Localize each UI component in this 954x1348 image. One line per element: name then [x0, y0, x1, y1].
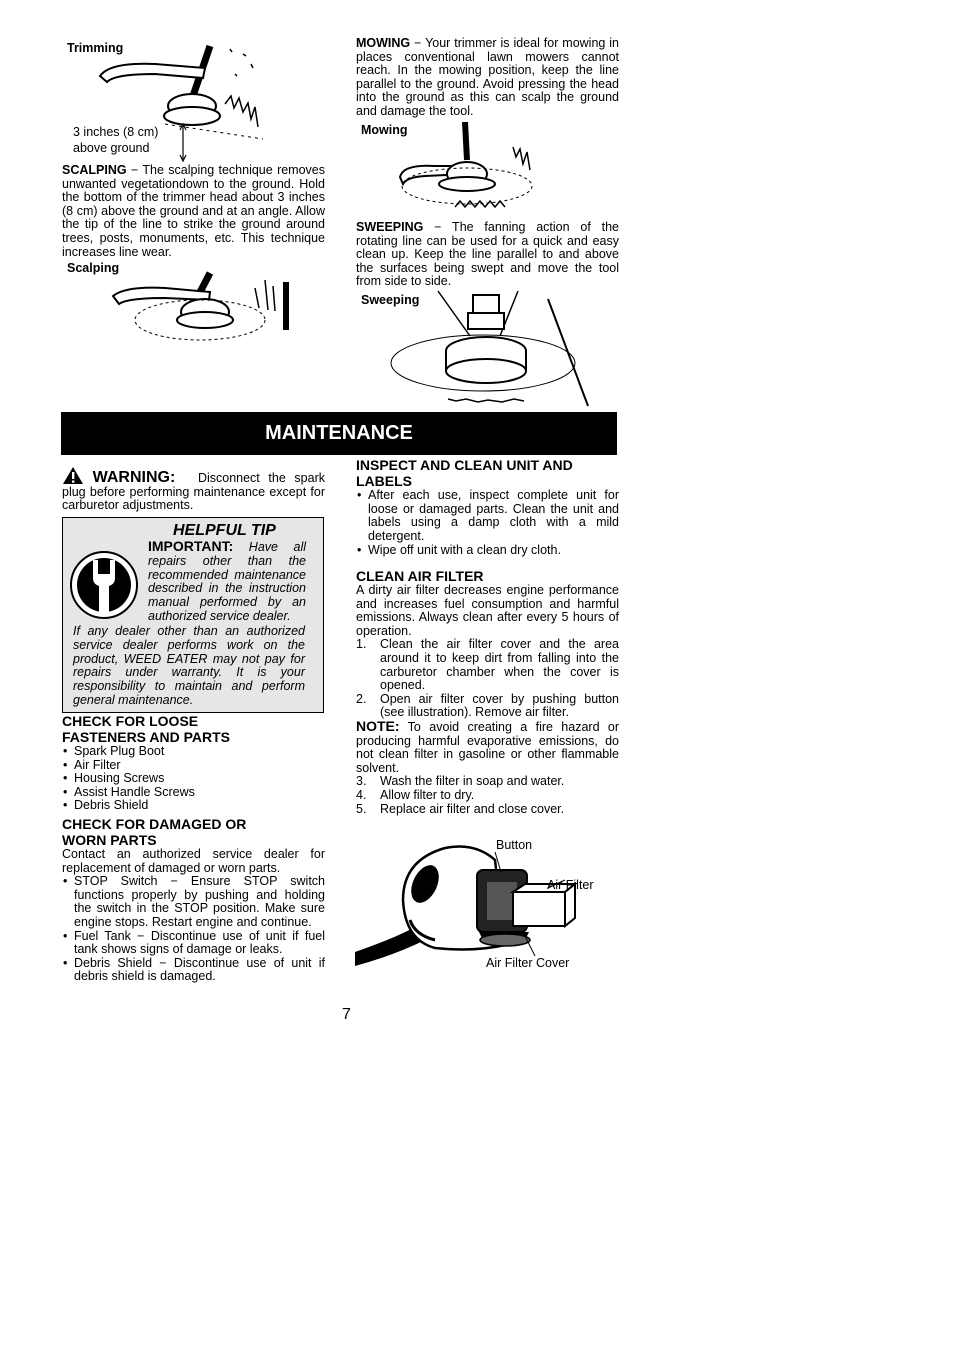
scalping-illustration: [105, 268, 295, 348]
check-loose-list: [62, 745, 325, 813]
inspect-clean-list: [356, 489, 619, 558]
mowing-text: − Your trimmer is ideal for mowing in places conventional lawn mowers cannot reach. In the mowing position, keep the line parallel to the ground. Avoid pressing the head into the ground as this can scalp the ground and damage the tool.: [356, 36, 619, 118]
check-damaged-heading-line1: CHECK FOR DAMAGED OR: [62, 816, 247, 832]
list-item: • After each use, inspect complete unit for loose or damaged parts. Clean the unit and labels using a damp cloth with a mild detergent.: [356, 489, 619, 543]
list-item: 4. Allow filter to dry.: [356, 787, 475, 802]
clean-air-filter-section: [356, 568, 619, 816]
page-number: 7: [342, 1006, 351, 1023]
mowing-title: MOWING: [356, 36, 411, 50]
scalping-figure-label: Scalping: [67, 261, 120, 275]
sweeping-text: − The fanning action of the rotating line can be used for a quick and easy clean up. Keep the line parallel to and above the surfaces being swept and move the tool from side to side.: [356, 220, 619, 289]
warning-label: WARNING:: [92, 469, 176, 486]
check-loose-section: [62, 713, 325, 813]
list-item: 3. Wash the filter in soap and water.: [356, 774, 565, 789]
check-damaged-heading: [62, 816, 325, 848]
button-callout: Button: [496, 838, 533, 852]
list-item: • Debris Shield: [62, 799, 325, 813]
check-loose-heading-line1: CHECK FOR LOOSE: [62, 713, 199, 729]
clean-air-filter-intro: A dirty air filter decreases engine performance and increases fuel consumption and harmful emissions. Always clean after every 5 hours of operation.: [356, 583, 619, 638]
trimming-height-line2: above ground: [73, 141, 150, 155]
maintenance-section-title: MAINTENANCE: [61, 412, 617, 455]
check-damaged-intro: Contact an authorized service dealer for replacement of damaged or worn parts.: [62, 847, 325, 875]
mowing-illustration: [395, 122, 540, 222]
helpful-tip-box: [62, 517, 324, 713]
scalping-text: − The scalping technique removes unwanted vegetationdown to the ground. Hold the bottom of the trimmer head about 3 inches (8 cm) above the ground and at an angle. Allow the tip of the line to strike the ground around trees, posts, monuments, etc. This technique increases line wear.: [62, 163, 325, 259]
helpful-tip-important-text: Have all repairs other than the recommended maintenance described in the instruction manual performed by an authorized service dealer.: [148, 540, 306, 623]
check-damaged-heading-line2: WORN PARTS: [62, 832, 157, 848]
list-item: 5. Replace air filter and close cover.: [356, 801, 565, 816]
helpful-tip-title: HELPFUL TIP: [173, 522, 276, 539]
sweeping-illustration: [388, 291, 593, 406]
list-item: • Housing Screws: [62, 772, 325, 786]
sweeping-paragraph: [356, 221, 619, 289]
clean-air-filter-steps-b: [356, 775, 619, 816]
trimming-height-line1: 3 inches (8 cm): [73, 125, 159, 139]
note-text: To avoid creating a fire hazard or producing harmful evaporative emissions, do not clean filter in gasoline or other flammable solvent.: [356, 719, 619, 775]
trimming-height-note: [73, 124, 158, 156]
note-label: NOTE:: [356, 717, 400, 734]
list-item: 2. Open air filter cover by pushing button (see illustration). Remove air filter.: [356, 691, 619, 720]
list-item: • Air Filter: [62, 759, 325, 773]
sweeping-title: SWEEPING: [356, 220, 424, 234]
air-filter-cover-callout: Air Filter Cover: [486, 956, 570, 970]
warning-text: Disconnect the spark plug before performing maintenance except for carburetor adjustments.: [62, 471, 325, 513]
scalping-paragraph: [62, 164, 325, 259]
inspect-clean-heading-line2: LABELS: [356, 473, 412, 489]
list-item: • Wipe off unit with a clean dry cloth.: [356, 544, 619, 558]
inspect-clean-heading: [356, 457, 619, 489]
check-loose-heading-line2: FASTENERS AND PARTS: [62, 729, 231, 745]
check-damaged-section: [62, 816, 325, 984]
wrench-icon: [69, 550, 139, 620]
helpful-tip-dealer-text: If any dealer other than an authorized service dealer performs work on the product, WEED EATER may not pay for repairs under warranty. It is your responsibility to maintain and perform general maintenance.: [73, 624, 305, 707]
clean-air-filter-heading: CLEAN AIR FILTER: [356, 568, 484, 584]
inspect-clean-heading-line1: INSPECT AND CLEAN UNIT AND: [356, 457, 573, 473]
trimming-figure-label: Trimming: [67, 41, 124, 55]
helpful-tip-important-label: IMPORTANT:: [148, 538, 234, 554]
clean-air-filter-note: [356, 717, 619, 775]
list-item: • Fuel Tank − Discontinue use of unit if fuel tank shows signs of damage or leaks.: [62, 930, 325, 957]
sweeping-figure-label: Sweeping: [361, 293, 420, 307]
check-loose-heading: [62, 713, 325, 745]
inspect-clean-section: [356, 457, 619, 558]
warning-triangle-icon: [62, 466, 84, 485]
helpful-tip-important: [148, 540, 306, 624]
warning-block: [62, 466, 325, 513]
clean-air-filter-steps-a: [356, 638, 619, 720]
list-item: 1. Clean the air filter cover and the area around it to keep dirt from falling into the carburetor chamber when the cover is opened.: [356, 637, 619, 693]
mowing-paragraph: [356, 37, 619, 119]
list-item: • STOP Switch − Ensure STOP switch functions properly by pushing and holding the switch in the STOP position. Make sure engine stops. Restart engine and continue.: [62, 875, 325, 929]
air-filter-illustration: [355, 840, 615, 970]
list-item: • Assist Handle Screws: [62, 786, 325, 800]
air-filter-callout: Air Filter: [547, 878, 594, 892]
scalping-title: SCALPING: [62, 163, 127, 177]
mowing-figure-label: Mowing: [361, 123, 408, 137]
list-item: • Spark Plug Boot: [62, 745, 325, 759]
check-damaged-list: [62, 875, 325, 984]
list-item: • Debris Shield − Discontinue use of unit if debris shield is damaged.: [62, 957, 325, 984]
